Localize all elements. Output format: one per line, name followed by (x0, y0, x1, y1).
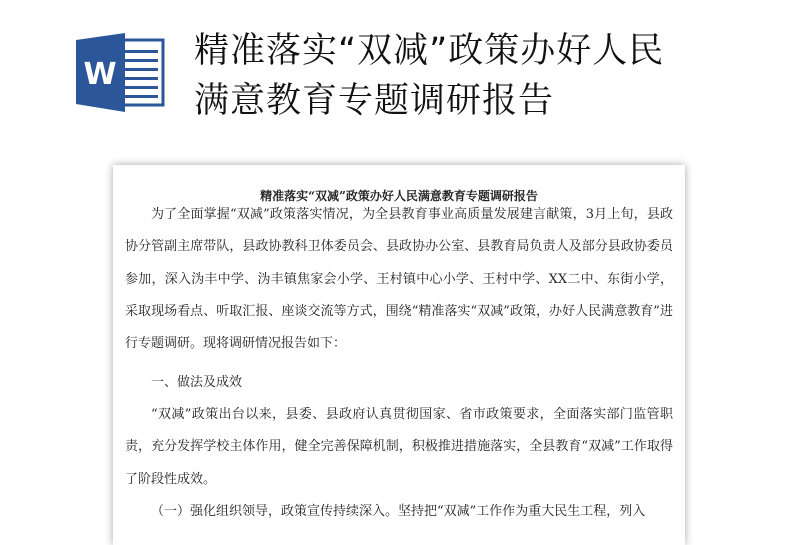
title-line-1: 精准落实“双减”政策办好人民 (194, 31, 665, 71)
title-line-2: 满意教育专题调研报告 (194, 81, 555, 121)
paragraph: 为了全面掌握“双减”政策落实情况，为全县教育事业高质量发展建言献策，3月上旬，县政协分管副主席带队，县政协教科卫体委员会、县政协办公室、县教育局负责人及部分县政协委员参加，深入沩丰中学、沩丰镇焦家会小学、王村镇中心小学、王村中学、XX二中、东街小学，采取现场看点、听取汇报、座谈交流等方式，围绕“精准落实“双减”政策，办好人民满意教育”进行专题调研。现将调研情况报告如下： (125, 207, 673, 352)
document-page (113, 165, 685, 545)
word-icon (72, 30, 167, 115)
document-title: 精准落实“双减”政策办好人民满意教育专题调研报告 (260, 189, 538, 203)
word-icon-letter: W (83, 57, 117, 92)
paragraph: （一）强化组织领导，政策宣传持续深入。坚持把“双减”工作作为重大民生工程，列入 (151, 504, 646, 519)
page-title (194, 26, 664, 126)
paragraph: “双减”政策出台以来，县委、县政府认真贯彻国家、省市政策要求，全面落实部门监管职责，充分发挥学校主体作用，健全完善保障机制，积极推进措施落实，全县教育“双减”工作取得了阶段性成效。 (125, 407, 673, 487)
section-heading: 一、做法及成效 (151, 375, 243, 390)
